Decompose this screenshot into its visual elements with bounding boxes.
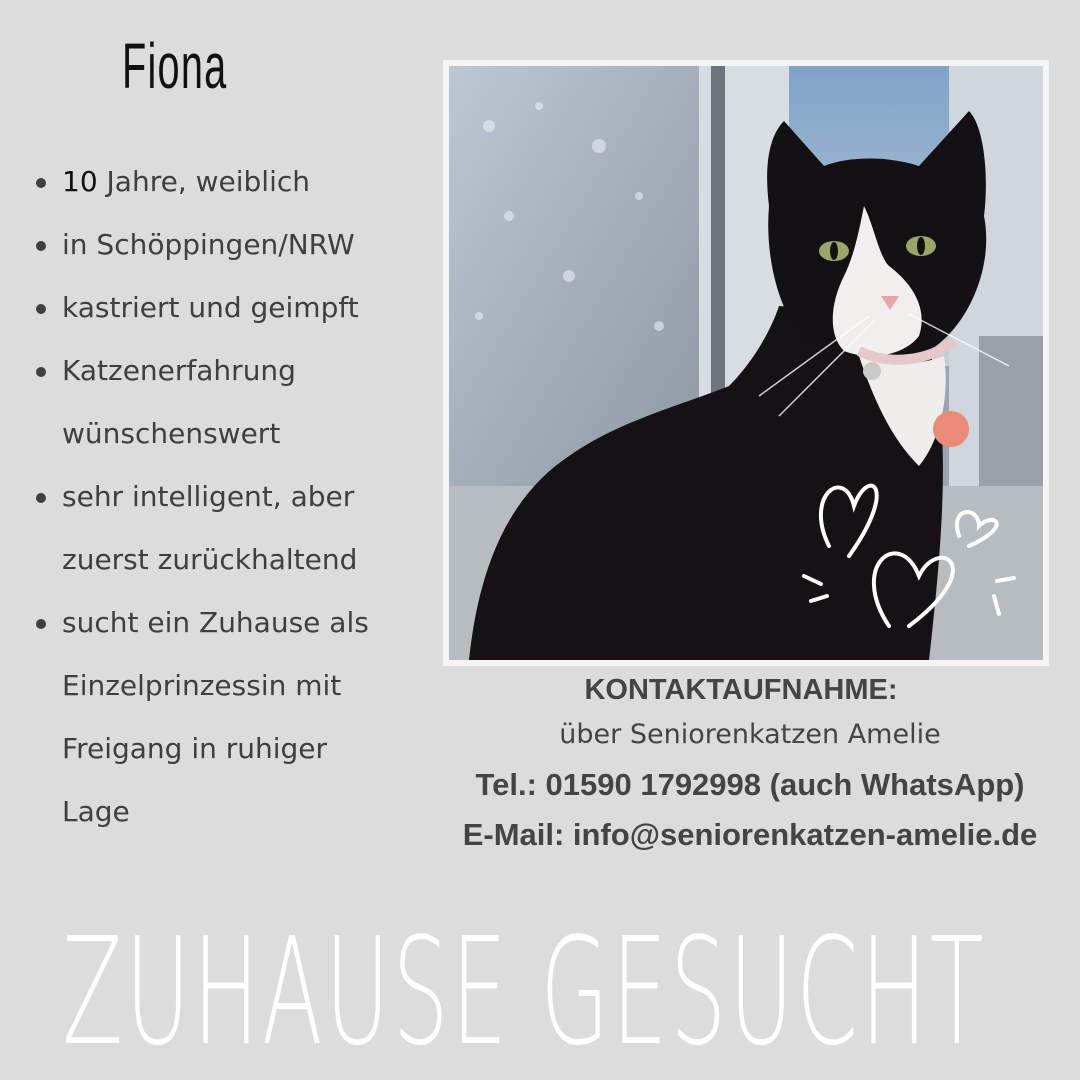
fact-age-text: Jahre, weiblich bbox=[97, 165, 311, 198]
cat-name: Fiona bbox=[122, 30, 228, 102]
fact-home-cont-3: Lage bbox=[62, 795, 130, 828]
fact-home: sucht ein Zuhause als bbox=[34, 591, 414, 654]
cat-photo-frame bbox=[443, 60, 1049, 666]
fact-location: in Schöppingen/NRW bbox=[34, 213, 414, 276]
fact-experience-cont: wünschenswert bbox=[62, 417, 281, 450]
contact-heading: KONTAKTAUFNAHME: bbox=[584, 674, 898, 706]
fact-age bbox=[34, 150, 414, 213]
facts-list bbox=[34, 150, 414, 843]
banner bbox=[0, 906, 1080, 1078]
fact-home-cont-2: Freigang in ruhiger bbox=[62, 732, 328, 765]
cat-photo bbox=[449, 66, 1043, 660]
fact-character-cont: zuerst zurückhaltend bbox=[62, 543, 358, 576]
fact-home-cont-1: Einzelprinzessin mit bbox=[62, 669, 342, 702]
contact-email[interactable]: E-Mail: info@seniorenkatzen-amelie.de bbox=[462, 817, 1038, 852]
banner-text: ZUHAUSE GESUCHT bbox=[62, 906, 987, 1078]
contact-via: über Seniorenkatzen Amelie bbox=[559, 719, 941, 750]
fact-character: sehr intelligent, aber bbox=[34, 465, 414, 528]
fact-neutered: kastriert und geimpft bbox=[34, 276, 414, 339]
contact-phone[interactable]: Tel.: 01590 1792998 (auch WhatsApp) bbox=[475, 767, 1025, 802]
fact-experience: Katzenerfahrung bbox=[34, 339, 414, 402]
fact-age-number: 10 bbox=[62, 165, 98, 198]
contact-block bbox=[420, 670, 1080, 860]
